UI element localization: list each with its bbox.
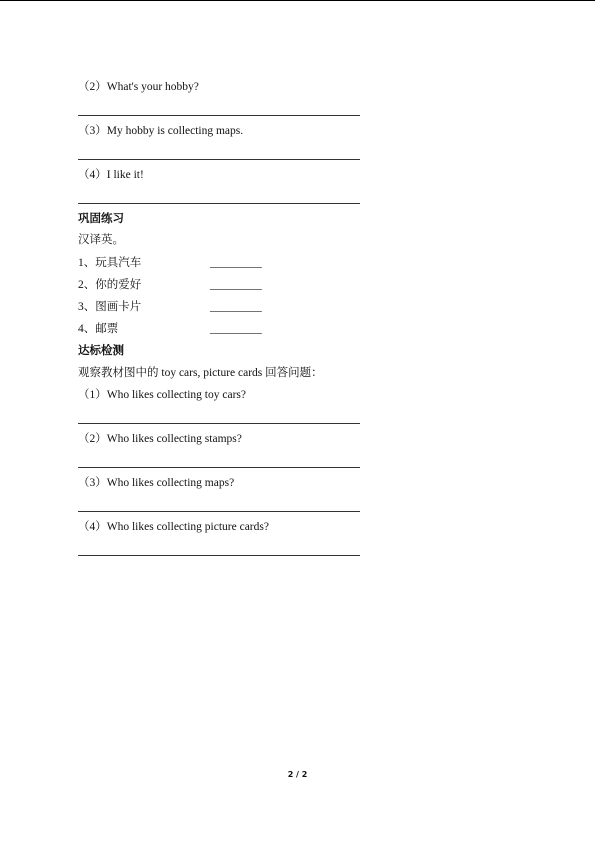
section-heading-consolidation: 巩固练习 xyxy=(78,211,124,225)
translation-item: （4）I like it! xyxy=(78,169,144,181)
translation-item: （2）What's your hobby? xyxy=(78,81,199,93)
vocab-item: 2、你的爱好 xyxy=(78,279,142,291)
answer-line[interactable] xyxy=(78,115,360,116)
page-number: 2 / 2 xyxy=(287,770,308,779)
instruction-text: 观察教材图中的 toy cars, picture cards 回答问题： xyxy=(78,367,323,379)
translation-item: （3）My hobby is collecting maps. xyxy=(78,125,244,137)
question-item: （4）Who likes collecting picture cards? xyxy=(78,521,269,533)
vocab-blank[interactable]: _________ xyxy=(210,279,262,291)
answer-line[interactable] xyxy=(78,467,360,468)
question-item: （1）Who likes collecting toy cars? xyxy=(78,389,246,401)
vocab-item: 4、邮票 xyxy=(78,323,119,335)
answer-line[interactable] xyxy=(78,159,360,160)
question-item: （3）Who likes collecting maps? xyxy=(78,477,235,489)
answer-line[interactable] xyxy=(78,511,360,512)
answer-line[interactable] xyxy=(78,203,360,204)
section-heading-assessment: 达标检测 xyxy=(78,343,124,357)
answer-line[interactable] xyxy=(78,423,360,424)
vocab-item: 3、图画卡片 xyxy=(78,301,142,313)
instruction-text: 汉译英。 xyxy=(78,234,124,246)
vocab-blank[interactable]: _________ xyxy=(210,301,262,313)
answer-line[interactable] xyxy=(78,555,360,556)
vocab-item: 1、玩具汽车 xyxy=(78,257,142,269)
top-border-rule xyxy=(0,0,595,1)
vocab-blank[interactable]: _________ xyxy=(210,323,262,335)
question-item: （2）Who likes collecting stamps? xyxy=(78,433,242,445)
vocab-blank[interactable]: _________ xyxy=(210,257,262,269)
